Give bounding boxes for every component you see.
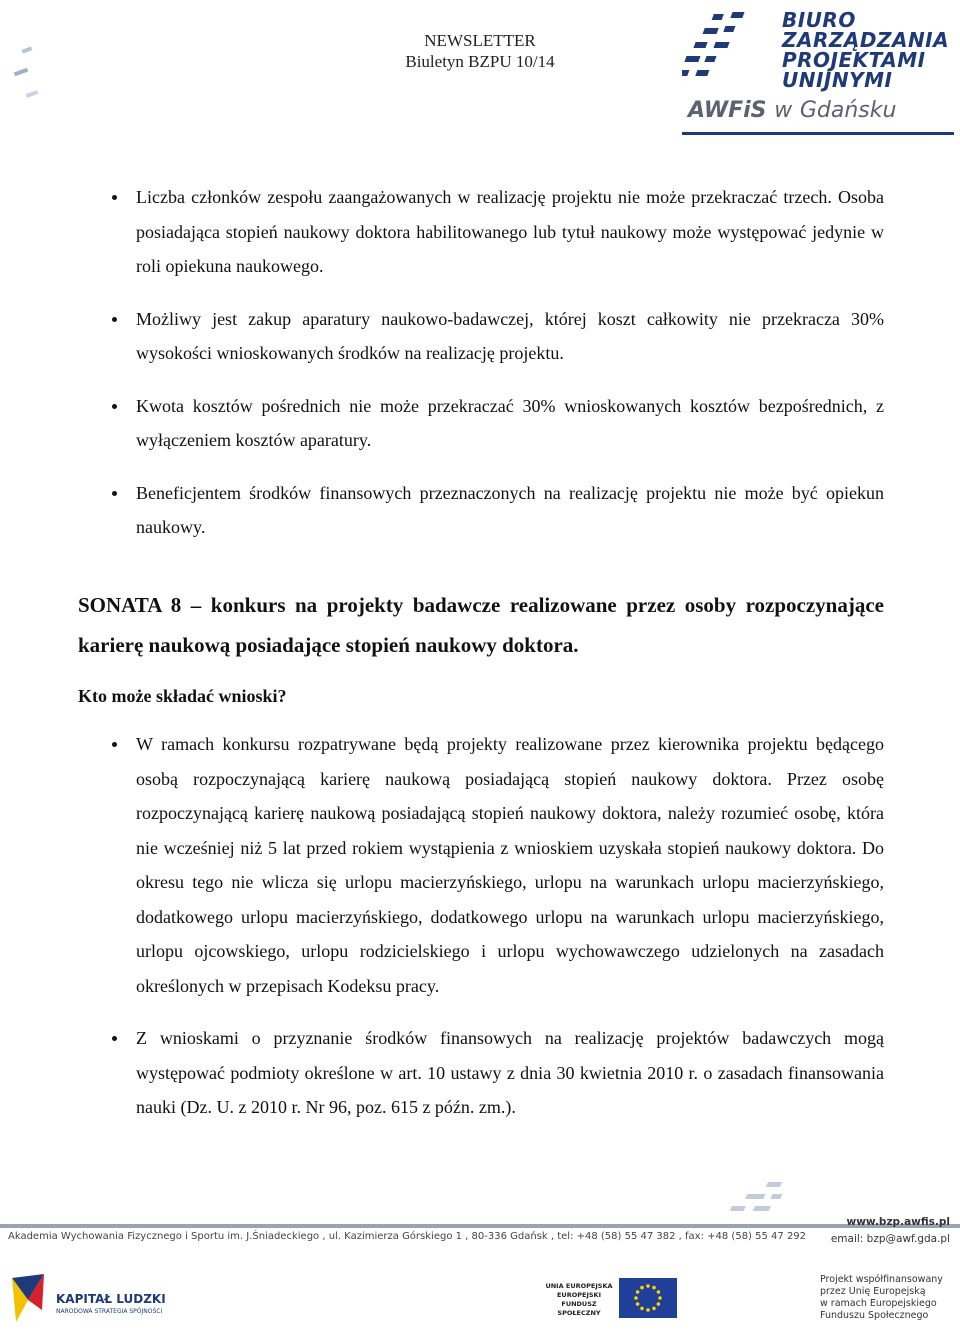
list-item: W ramach konkursu rozpatrywane będą projekty realizowane przez kierownika projektu będącego osobą rozpoczynającą karierę naukową posiadającą stopień naukowy doktora. Przez osobę rozpoczynającą karierę naukową posiadającą stopień naukowy doktora, należy rozumieć osobę, która nie wcześniej niż 5 lat przed rokiem wystąpienia z wnioskiem uzyskała stopień naukowy doktora. Do okresu tego nie wlicza się urlopu macierzyńskiego, urlopu na warunkach urlopu macierzyńskiego, dodatkowego urlopu macierzyńskiego, dodatkowego urlopu na warunkach urlopu macierzyńskiego, urlopu ojcowskiego, urlopu rodzicielskiego i urlopu wychowawczego udzielonych na zasadach określonych w przepisach Kodeksu pracy.	[78, 727, 884, 1003]
logo-line-projektami: PROJEKTAMI	[782, 48, 926, 72]
logo-awfis	[688, 98, 896, 123]
logo-awfis-name: AWFiS	[688, 98, 767, 123]
logo-line-zarzadzania: ZARZĄDZANIA	[782, 28, 950, 52]
kapital-ludzki-icon	[8, 1270, 48, 1330]
footer-contact	[831, 1214, 950, 1248]
newsletter-title: NEWSLETTER	[424, 31, 536, 50]
list-item: Kwota kosztów pośrednich nie może przekraczać 30% wnioskowanych kosztów bezpośrednich, z wyłączeniem kosztów aparatury.	[78, 389, 884, 458]
logo-awfis-w: w	[774, 98, 793, 123]
logo-line-unijnymi: UNIJNYMI	[782, 68, 893, 92]
newsletter-header	[380, 30, 580, 72]
requirements-list	[78, 180, 884, 545]
kapital-ludzki-tagline: NARODOWA STRATEGIA SPÓJNOŚCI	[56, 1308, 163, 1315]
subheading-who-can-apply: Kto może składać wnioski?	[78, 685, 287, 706]
decorative-dashes-left	[0, 40, 40, 140]
cofinancing-note: Projekt współfinansowany przez Unię Europejską w ramach Europejskiego Funduszu Społecznego	[820, 1274, 943, 1321]
list-item: Możliwy jest zakup aparatury naukowo-badawczej, której koszt całkowity nie przekracza 30% wysokości wnioskowanych środków na realizację projektu.	[78, 302, 884, 371]
logo-line-biuro: BIURO	[782, 8, 856, 32]
bulletin-number: Biuletyn BZPU 10/14	[405, 52, 555, 71]
eu-logo-text: UNIA EUROPEJSKA EUROPEJSKI FUNDUSZ SPOŁECZNY	[545, 1282, 613, 1317]
eu-flag-icon	[619, 1278, 677, 1318]
logo-dots-icon	[682, 8, 782, 98]
website-link[interactable]: www.bzp.awfis.pl	[846, 1216, 950, 1228]
bzpu-logo	[682, 8, 954, 138]
eu-logo	[545, 1276, 685, 1326]
list-item: Z wnioskami o przyznanie środków finansowych na realizację projektów badawczych mogą występować podmioty określone w art. 10 ustawy z dnia 30 kwietnia 2010 r. o zasadach finansowania nauki (Dz. U. z 2010 r. Nr 96, poz. 615 z późn. zm.).	[78, 1021, 884, 1125]
document-body	[78, 180, 884, 1143]
logo-underline	[682, 132, 954, 135]
kapital-ludzki-name: KAPITAŁ LUDZKI	[56, 1292, 166, 1306]
section-title-sonata: SONATA 8 – konkurs na projekty badawcze realizowane przez osoby rozpoczynające karierę naukową posiadające stopień naukowy doktora.	[78, 592, 884, 657]
footer-address: Akademia Wychowania Fizycznego i Sportu im. J.Śniadeckiego , ul. Kazimierza Górskiego 1 , 80-336 Gdańsk , tel: +48 (58) 55 47 382 , fax: +48 (58) 55 47 292	[8, 1231, 807, 1242]
email-link[interactable]: email: bzp@awf.gda.pl	[830, 1233, 950, 1245]
logo-awfis-city: Gdańsku	[799, 98, 897, 123]
decorative-dashes-footer	[660, 1178, 820, 1224]
page-footer	[0, 1178, 960, 1342]
eligibility-list	[78, 727, 884, 1125]
list-item: Beneficjentem środków finansowych przeznaczonych na realizację projektu nie może być opiekun naukowy.	[78, 476, 884, 545]
kapital-ludzki-logo	[8, 1270, 178, 1330]
footer-divider	[0, 1224, 960, 1228]
list-item: Liczba członków zespołu zaangażowanych w realizację projektu nie może przekraczać trzech. Osoba posiadająca stopień naukowy doktora habilitowanego lub tytuł naukowy może występować jedynie w roli opiekuna naukowego.	[78, 180, 884, 284]
